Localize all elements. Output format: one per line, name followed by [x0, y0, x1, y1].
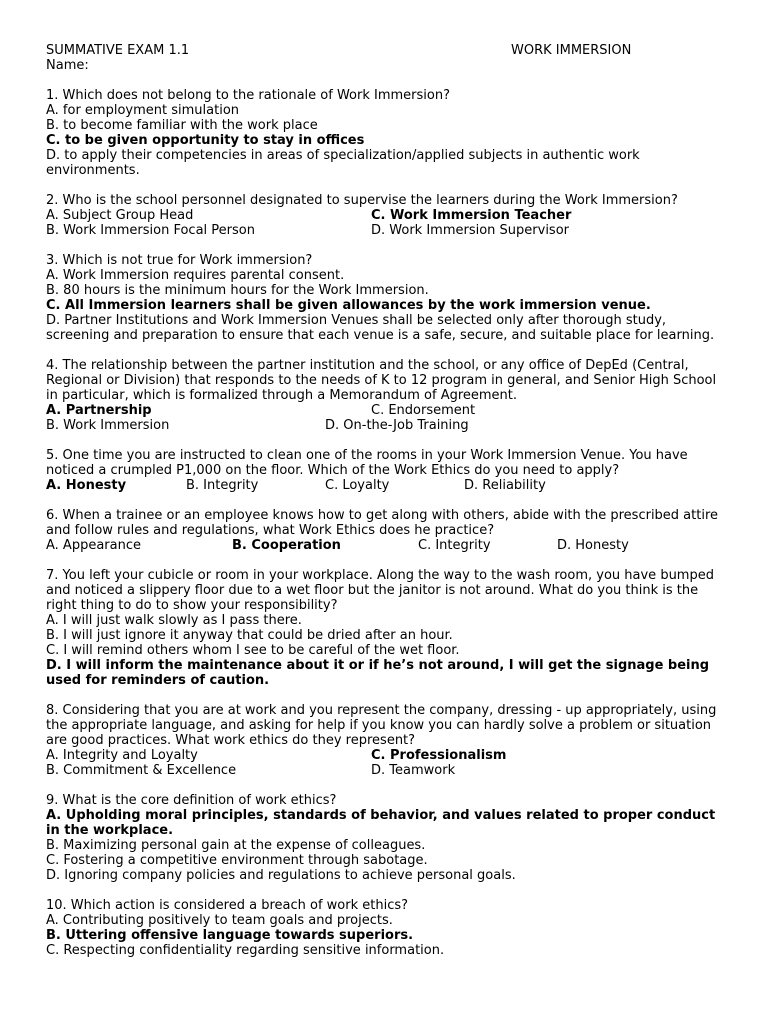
question-4: 4. The relationship between the partner institution and the school, or any office of DepEd (Central, Regional or Division) that responds to the needs of K to 12 program in general, and Senior High School in particular, which is formalized through a Memorandum of Agreement. [46, 358, 717, 403]
subject-title: WORK IMMERSION [511, 43, 632, 58]
q7-option-c: C. I will remind others whom I see to be careful of the wet floor. [46, 643, 460, 658]
q8-options-row-1 [46, 748, 726, 763]
q3-option-a: A. Work Immersion requires parental consent. [46, 268, 345, 283]
q8-options-row-2 [46, 763, 726, 778]
q5-option-c: C. Loyalty [325, 478, 390, 493]
exam-title: SUMMATIVE EXAM 1.1 [46, 43, 190, 58]
question-5: 5. One time you are instructed to clean one of the rooms in your Work Immersion Venue. You have noticed a crumpled P1,000 on the floor. Which of the Work Ethics do you need to apply? [46, 448, 688, 478]
question-2: 2. Who is the school personnel designated to supervise the learners during the Work Immersion? [46, 193, 678, 208]
q6-option-b-answer: B. Cooperation [232, 538, 341, 553]
question-7: 7. You left your cubicle or room in your workplace. Along the way to the wash room, you have bumped and noticed a slippery floor due to a wet floor but the janitor is not around. What do you think is the right thing to do to show your responsibility? [46, 568, 714, 613]
q10-option-b-answer: B. Uttering offensive language towards superiors. [46, 928, 414, 943]
q6-option-d: D. Honesty [557, 538, 629, 553]
q4-option-c: C. Endorsement [371, 403, 476, 418]
q2-option-d: D. Work Immersion Supervisor [371, 223, 570, 238]
q3-option-c-answer: C. All Immersion learners shall be given allowances by the work immersion venue. [46, 298, 651, 313]
q2-option-c-answer: C. Work Immersion Teacher [371, 208, 572, 223]
q1-option-c-answer: C. to be given opportunity to stay in offices [46, 133, 365, 148]
q4-option-a-answer: A. Partnership [46, 403, 152, 418]
exam-header [46, 43, 726, 58]
q8-option-b: B. Commitment & Excellence [46, 763, 237, 778]
q4-option-d: D. On-the-Job Training [325, 418, 469, 433]
q10-option-c: C. Respecting confidentiality regarding sensitive information. [46, 943, 445, 958]
q4-options-row-1 [46, 403, 726, 418]
q9-option-d: D. Ignoring company policies and regulations to achieve personal goals. [46, 868, 516, 883]
q1-option-d: D. to apply their competencies in areas of specialization/applied subjects in authentic work environments. [46, 148, 640, 178]
q10-option-a: A. Contributing positively to team goals and projects. [46, 913, 393, 928]
question-1: 1. Which does not belong to the rationale of Work Immersion? [46, 88, 450, 103]
q9-option-b: B. Maximizing personal gain at the expense of colleagues. [46, 838, 426, 853]
question-8: 8. Considering that you are at work and you represent the company, dressing - up appropriately, using the appropriate language, and asking for help if you know you can hardly solve a problem or situation are good practices. What work ethics do they represent? [46, 703, 717, 748]
q8-option-a: A. Integrity and Loyalty [46, 748, 198, 763]
q4-option-b: B. Work Immersion [46, 418, 170, 433]
q3-option-d: D. Partner Institutions and Work Immersion Venues shall be selected only after thorough study, screening and preparation to ensure that each venue is a safe, secure, and suitable place for learning. [46, 313, 715, 343]
q7-option-a: A. I will just walk slowly as I pass there. [46, 613, 302, 628]
q6-option-a: A. Appearance [46, 538, 141, 553]
q4-options-row-2 [46, 418, 726, 433]
question-3: 3. Which is not true for Work immersion? [46, 253, 313, 268]
q5-option-b: B. Integrity [186, 478, 259, 493]
q5-option-a-answer: A. Honesty [46, 478, 127, 493]
q1-option-a: A. for employment simulation [46, 103, 240, 118]
q5-option-d: D. Reliability [464, 478, 546, 493]
q8-option-c-answer: C. Professionalism [371, 748, 507, 763]
q9-option-a-answer: A. Upholding moral principles, standards of behavior, and values related to proper conduct in the workplace. [46, 808, 716, 838]
q2-options-row-1 [46, 208, 726, 223]
question-6: 6. When a trainee or an employee knows how to get along with others, abide with the prescribed attire and follow rules and regulations, what Work Ethics does he practice? [46, 508, 719, 538]
q5-options-row [46, 478, 726, 493]
q1-option-b: B. to become familiar with the work place [46, 118, 318, 133]
q3-option-b: B. 80 hours is the minimum hours for the Work Immersion. [46, 283, 429, 298]
q2-options-row-2 [46, 223, 726, 238]
exam-document [46, 43, 726, 958]
q6-option-c: C. Integrity [418, 538, 491, 553]
q7-option-b: B. I will just ignore it anyway that could be dried after an hour. [46, 628, 453, 643]
question-10: 10. Which action is considered a breach of work ethics? [46, 898, 409, 913]
q6-options-row [46, 538, 726, 553]
q7-option-d-answer: D. I will inform the maintenance about it or if he’s not around, I will get the signage being used for reminders of caution. [46, 658, 710, 688]
q8-option-d: D. Teamwork [371, 763, 456, 778]
q2-option-a: A. Subject Group Head [46, 208, 194, 223]
question-9: 9. What is the core definition of work ethics? [46, 793, 337, 808]
q9-option-c: C. Fostering a competitive environment through sabotage. [46, 853, 428, 868]
q2-option-b: B. Work Immersion Focal Person [46, 223, 255, 238]
name-label: Name: [46, 58, 89, 73]
